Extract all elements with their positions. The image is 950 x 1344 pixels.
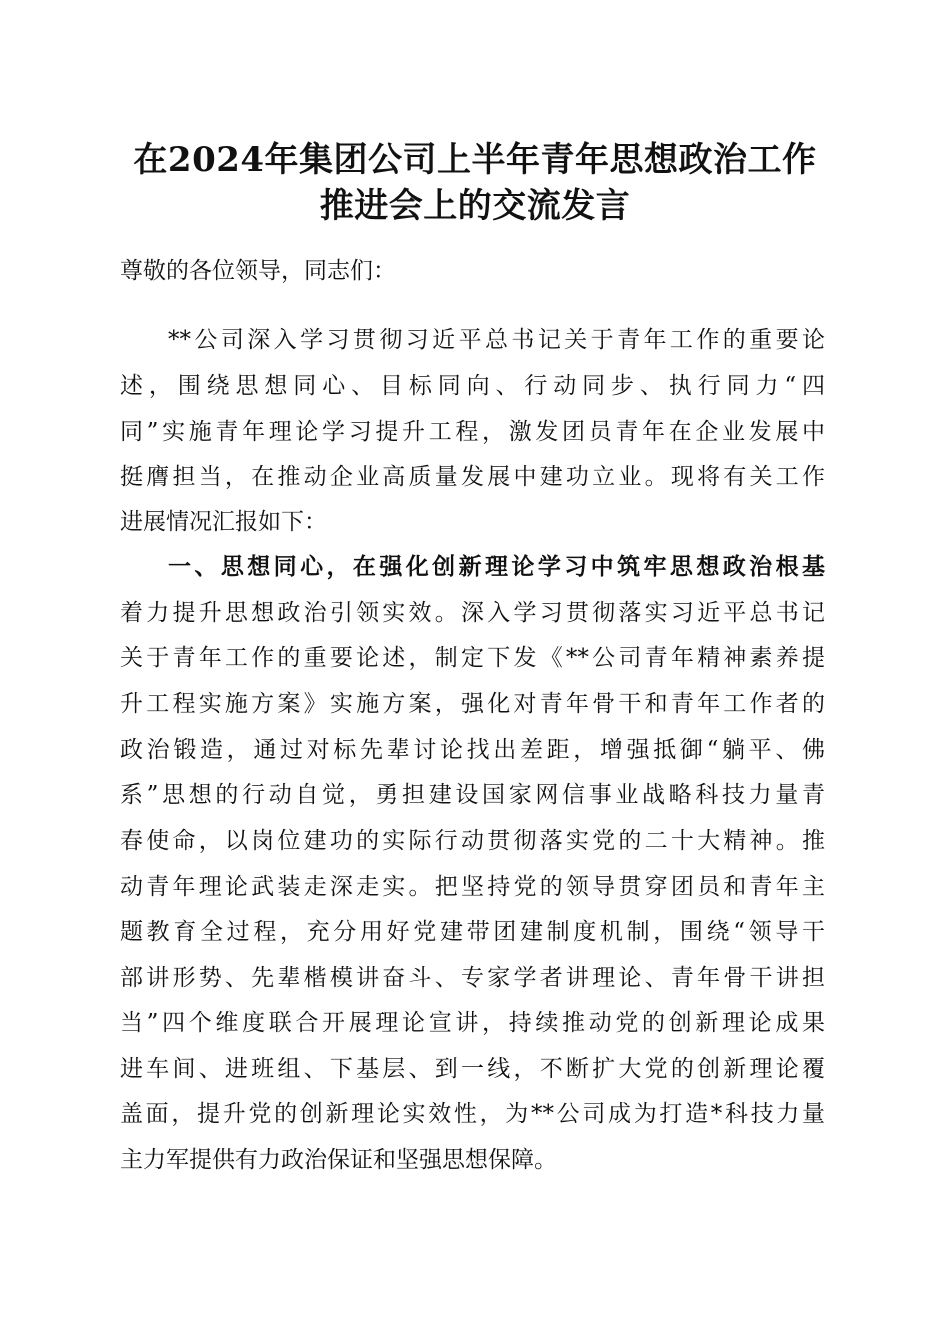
section-1-line-8: 题教育全过程，充分用好党建带团建制度机制，围绕“领导干	[120, 919, 825, 945]
document-title-line-2: 推进会上的交流发言	[319, 186, 631, 226]
intro-line-5: 进展情况汇报如下：	[120, 509, 327, 535]
intro-line-4: 挺膺担当，在推动企业高质量发展中建功立业。现将有关工作	[120, 464, 825, 490]
section-1-line-13: 主力军提供有力政治保证和坚强思想保障。	[120, 1147, 557, 1173]
intro-line-1: **公司深入学习贯彻习近平总书记关于青年工作的重要论	[168, 327, 825, 353]
section-1-line-1: 着力提升思想政治引领实效。深入学习贯彻落实习近平总书记	[120, 600, 825, 626]
section-1-line-4: 政治锻造，通过对标先辈讨论找出差距，增强抵御“躺平、佛	[120, 737, 825, 763]
section-1-heading: 一、思想同心，在强化创新理论学习中筑牢思想政治根基	[168, 554, 825, 580]
document-title-line-1: 在2024年集团公司上半年青年思想政治工作	[133, 140, 817, 180]
section-1-line-9: 部讲形势、先辈楷模讲奋斗、专家学者讲理论、青年骨干讲担	[120, 965, 825, 991]
section-1-line-11: 进车间、进班组、下基层、到一线，不断扩大党的创新理论覆	[120, 1056, 825, 1082]
section-1-line-5: 系”思想的行动自觉，勇担建设国家网信事业战略科技力量青	[120, 782, 825, 808]
section-1-line-6: 春使命，以岗位建功的实际行动贯彻落实党的二十大精神。推	[120, 828, 825, 854]
section-1-line-10: 当”四个维度联合开展理论宣讲，持续推动党的创新理论成果	[120, 1010, 825, 1036]
intro-line-2: 述，围绕思想同心、目标同向、行动同步、执行同力“四	[120, 373, 825, 399]
salutation: 尊敬的各位领导，同志们：	[120, 258, 396, 284]
section-1-line-3: 升工程实施方案》实施方案，强化对青年骨干和青年工作者的	[120, 691, 825, 717]
section-1-line-7: 动青年理论武装走深走实。把坚持党的领导贯穿团员和青年主	[120, 874, 825, 900]
section-1-line-2: 关于青年工作的重要论述，制定下发《**公司青年精神素养提	[120, 645, 825, 671]
intro-line-3: 同”实施青年理论学习提升工程，激发团员青年在企业发展中	[120, 419, 825, 445]
section-1-line-12: 盖面，提升党的创新理论实效性，为**公司成为打造*科技力量	[120, 1101, 825, 1127]
